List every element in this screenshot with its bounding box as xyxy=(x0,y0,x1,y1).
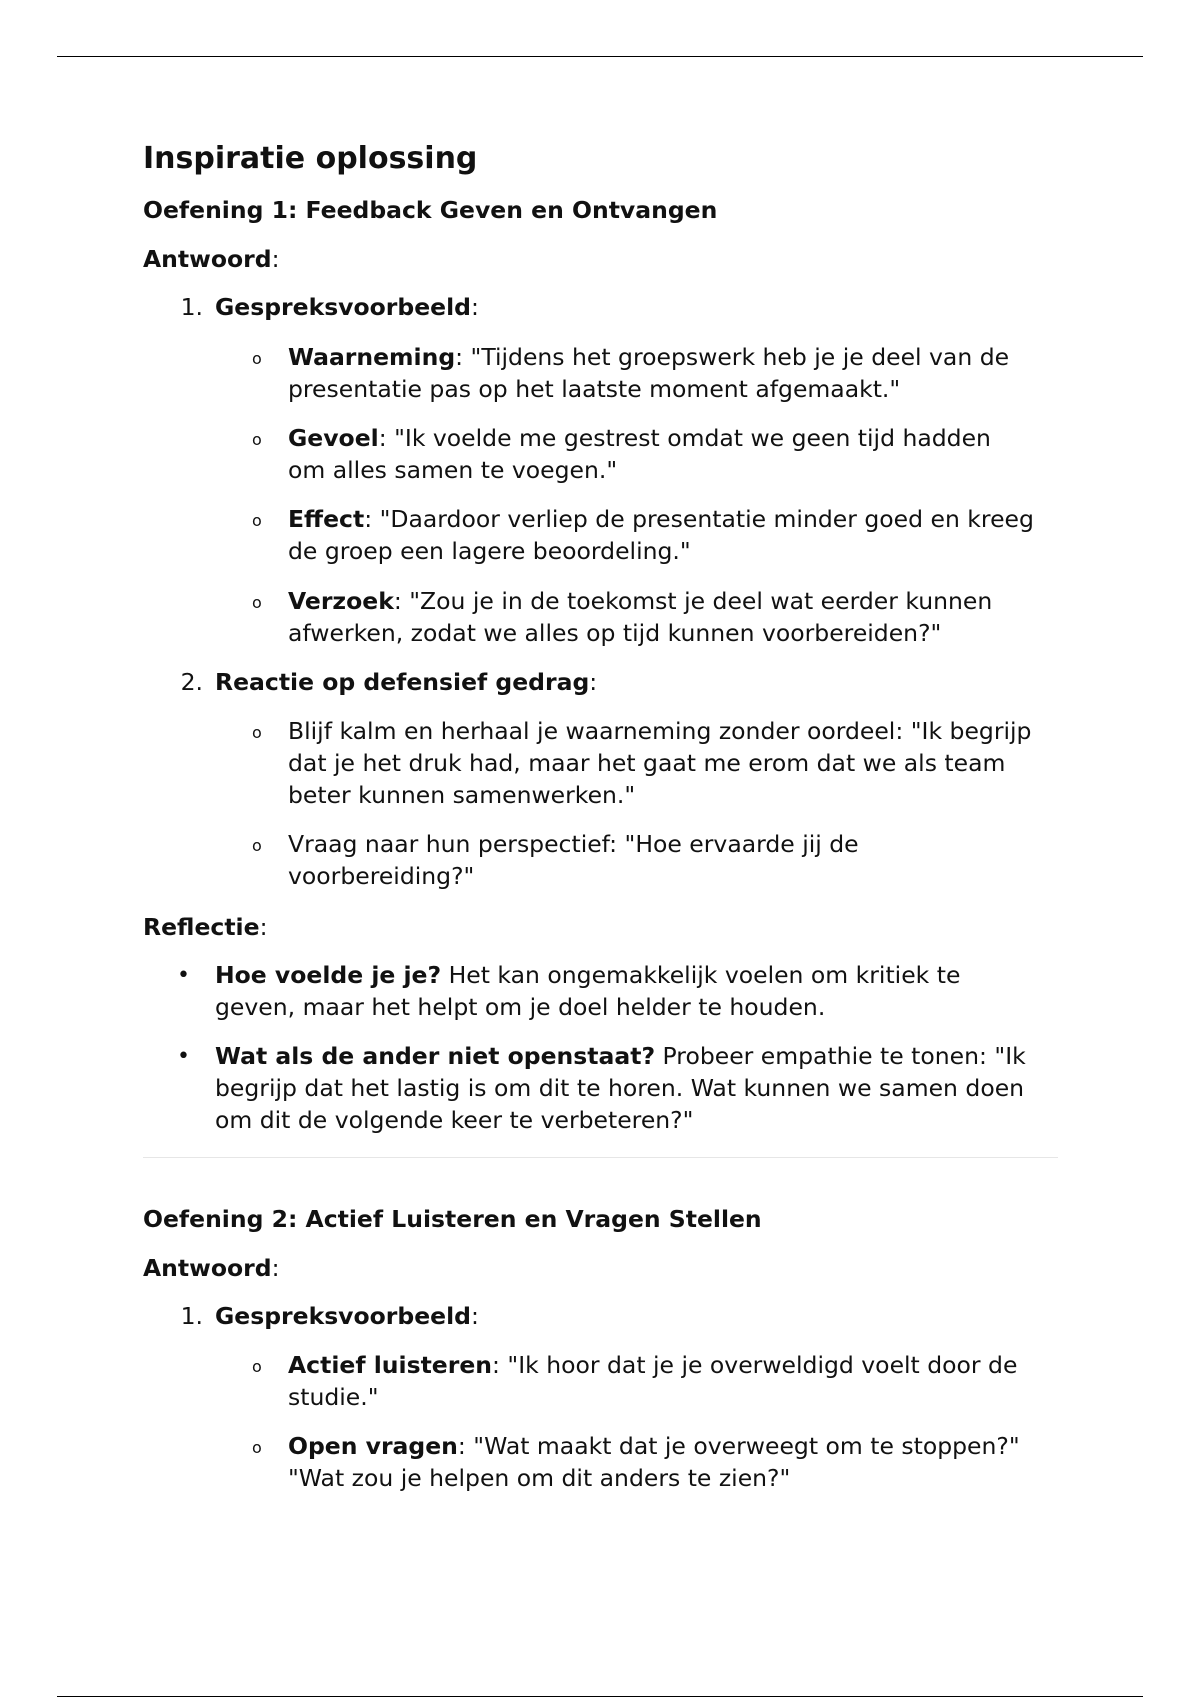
page-title: Inspiratie oplossing xyxy=(143,141,478,176)
circle-bullet-icon: o xyxy=(252,511,262,530)
bullet-dot-icon: • xyxy=(177,1044,190,1069)
page-top-rule xyxy=(57,56,1143,57)
list-item-verzoek: Verzoek: "Zou je in de toekomst je deel wat eerder kunnen afwerken, zodat we alles op tijd kunnen voorbereiden?" xyxy=(288,587,993,647)
reflection-label: Reflectie: xyxy=(143,913,268,941)
list-item-blijf-kalm: Blijf kalm en herhaal je waarneming zonder oordeel: "Ik begrijp dat je het druk had, maar het gaat me erom dat we als team beter kunnen samenwerken." xyxy=(288,717,1032,809)
exercise-2-heading: Oefening 2: Actief Luisteren en Vragen Stellen xyxy=(143,1205,762,1233)
list-item-gevoel: Gevoel: "Ik voelde me gestrest omdat we geen tijd hadden om alles samen te voegen." xyxy=(288,424,991,484)
circle-bullet-icon: o xyxy=(252,723,262,742)
exercise-2-answer-label: Antwoord: xyxy=(143,1254,280,1282)
bullet-dot-icon: • xyxy=(177,963,190,988)
reflection-item-wat-als: Wat als de ander niet openstaat? Probeer empathie te tonen: "Ik begrijp dat het lastig is om dit te horen. Wat kunnen we samen doen om dit de volgende keer te verbeteren?" xyxy=(215,1042,1026,1134)
circle-bullet-icon: o xyxy=(252,593,262,612)
list-number: 1. xyxy=(180,1302,203,1330)
circle-bullet-icon: o xyxy=(252,1438,262,1457)
list-item-vraag-perspectief: Vraag naar hun perspectief: "Hoe ervaarde jij de voorbereiding?" xyxy=(288,830,859,890)
item-label-reactie: Reactie op defensief gedrag: xyxy=(215,668,598,696)
list-number: 2. xyxy=(180,668,203,696)
list-item-waarneming: Waarneming: "Tijdens het groepswerk heb je je deel van de presentatie pas op het laatste moment afgemaakt." xyxy=(288,343,1010,403)
section-divider xyxy=(143,1157,1058,1158)
item-label-gespreksvoorbeeld: Gespreksvoorbeeld: xyxy=(215,293,479,321)
exercise-1-answer-label: Antwoord: xyxy=(143,245,280,273)
circle-bullet-icon: o xyxy=(252,349,262,368)
circle-bullet-icon: o xyxy=(252,430,262,449)
reflection-item-hoe-voelde: Hoe voelde je je? Het kan ongemakkelijk voelen om kritiek te geven, maar het helpt om je doel helder te houden. xyxy=(215,961,961,1021)
page-bottom-rule xyxy=(57,1696,1143,1697)
circle-bullet-icon: o xyxy=(252,1357,262,1376)
exercise-1-heading: Oefening 1: Feedback Geven en Ontvangen xyxy=(143,196,718,224)
item-label-gespreksvoorbeeld-2: Gespreksvoorbeeld: xyxy=(215,1302,479,1330)
circle-bullet-icon: o xyxy=(252,836,262,855)
list-item-effect: Effect: "Daardoor verliep de presentatie minder goed en kreeg de groep een lagere beoordeling." xyxy=(288,505,1034,565)
list-item-open-vragen: Open vragen: "Wat maakt dat je overweegt om te stoppen?" "Wat zou je helpen om dit anders te zien?" xyxy=(288,1432,1020,1492)
list-item-actief-luisteren: Actief luisteren: "Ik hoor dat je je overweldigd voelt door de studie." xyxy=(288,1351,1018,1411)
list-number: 1. xyxy=(180,293,203,321)
